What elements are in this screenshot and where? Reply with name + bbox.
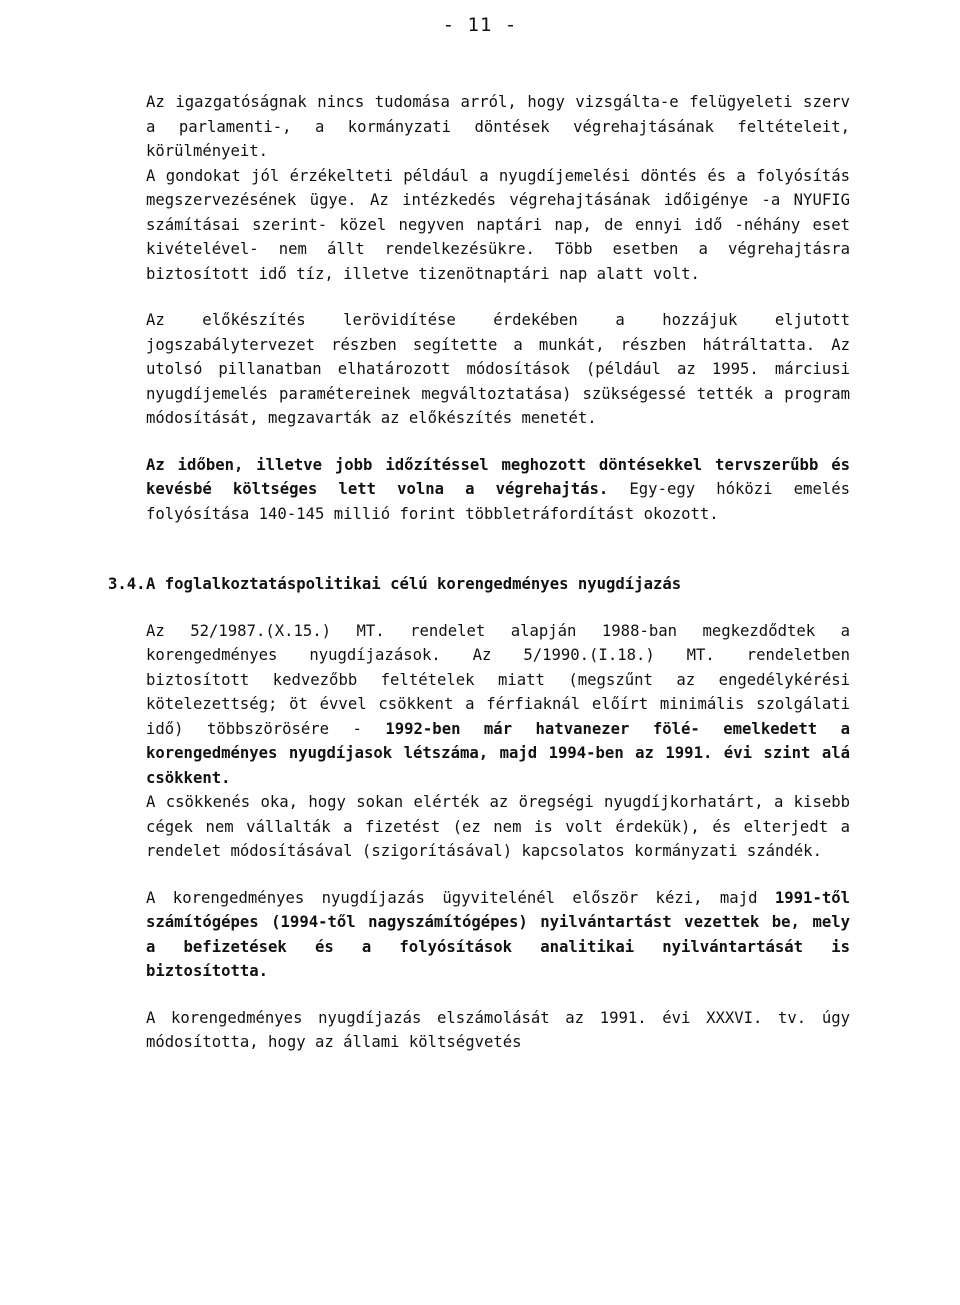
paragraph-record-keeping [146, 886, 850, 984]
paragraph-early-retirement-history [146, 619, 850, 791]
section-heading [108, 572, 850, 597]
bold-statement-headcount: 1992-ben már hatvanezer fölé- emelkedett a korengedményes nyugdíjasok létszáma, majd 1994-ben az 1991. évi szint alá csökkent. [146, 719, 850, 787]
paragraph-decline-reason: A csökkenés oka, hogy sokan elérték az öregségi nyugdíjkorhatárt, a kisebb cégek nem vállalták a fizetést (ez nem is volt érdekük), és elterjedt a rendelet módosításával (szigorításával) kapcsolatos kormányzati szándék. [146, 793, 850, 860]
paragraph-preparation-shortening: Az előkészítés lerövidítése érdekében a hozzájuk eljutott jogszabálytervezet részben segítette a munkát, részben hátráltatta. Az utolsó pillanatban elhatározott módosítások (például az 1995. márciusi nyugdíjemelés paramétereinek megváltoztatása) szükségessé tették a program módosítását, megzavarták az előkészítés menetét. [146, 311, 850, 427]
text-extra-cost: Egy-egy hóközi emelés folyósítása 140-145 millió forint többletráfordítást okozott. [146, 480, 850, 523]
document-body [108, 90, 850, 1055]
paragraph-pension-raise-timing: A gondokat jól érzékelteti például a nyugdíjemelési döntés és a folyósítás megszervezésének ügye. Az intézkedés végrehajtásának időigénye -a NYUFIG számításai szerint- közel negyven naptári nap, de ennyi idő -néhány eset kivételével- nem állt rendelkezésükre. Több esetben a végrehajtásra biztosított idő tíz, illetve tizenötnaptári nap alatt volt. [146, 166, 850, 283]
section-title: A foglalkoztatáspolitikai célú korengedményes nyugdíjazás [146, 575, 682, 593]
paragraph-supervision-unknown: Az igazgatóságnak nincs tudomása arról, hogy vizsgálta-e felügyeleti szerv a parlamenti-, a kormányzati döntések végrehajtásának feltételeit, körülményeit. [146, 93, 850, 160]
paragraph-timely-decisions [146, 453, 850, 527]
bold-statement-computer-records: 1991-től számítógépes (1994-től nagyszámítógépes) nyilvántartást vezettek be, mely a befizetések és a folyósítások analitikai nyilvántartását is biztosította. [146, 888, 850, 980]
page-number: - 11 - [442, 14, 518, 36]
text-regulation-background: Az 52/1987.(X.15.) MT. rendelet alapján 1988-ban megkezdődtek a korengedményes nyugdíjazások. Az 5/1990.(I.18.) MT. rendeletben biztosított kedvezőbb feltételek miatt (megszűnt az engedélykérési kötelezettség; öt évvel csökkent a férfiaknál előírt minimális szolgálati idő) többszörösére - [146, 621, 850, 738]
section-number: 3.4. [108, 575, 146, 593]
bold-statement-timely-decisions: Az időben, illetve jobb időzítéssel meghozott döntésekkel tervszerűbb és kevésbé költséges lett volna a végrehajtás. [146, 455, 850, 498]
text-manual-records: A korengedményes nyugdíjazás ügyvitelénél először kézi, majd [146, 888, 775, 907]
paragraph-accounting-law: A korengedményes nyugdíjazás elszámolását az 1991. évi XXXVI. tv. úgy módosította, hogy az állami költségvetés [146, 1008, 850, 1051]
